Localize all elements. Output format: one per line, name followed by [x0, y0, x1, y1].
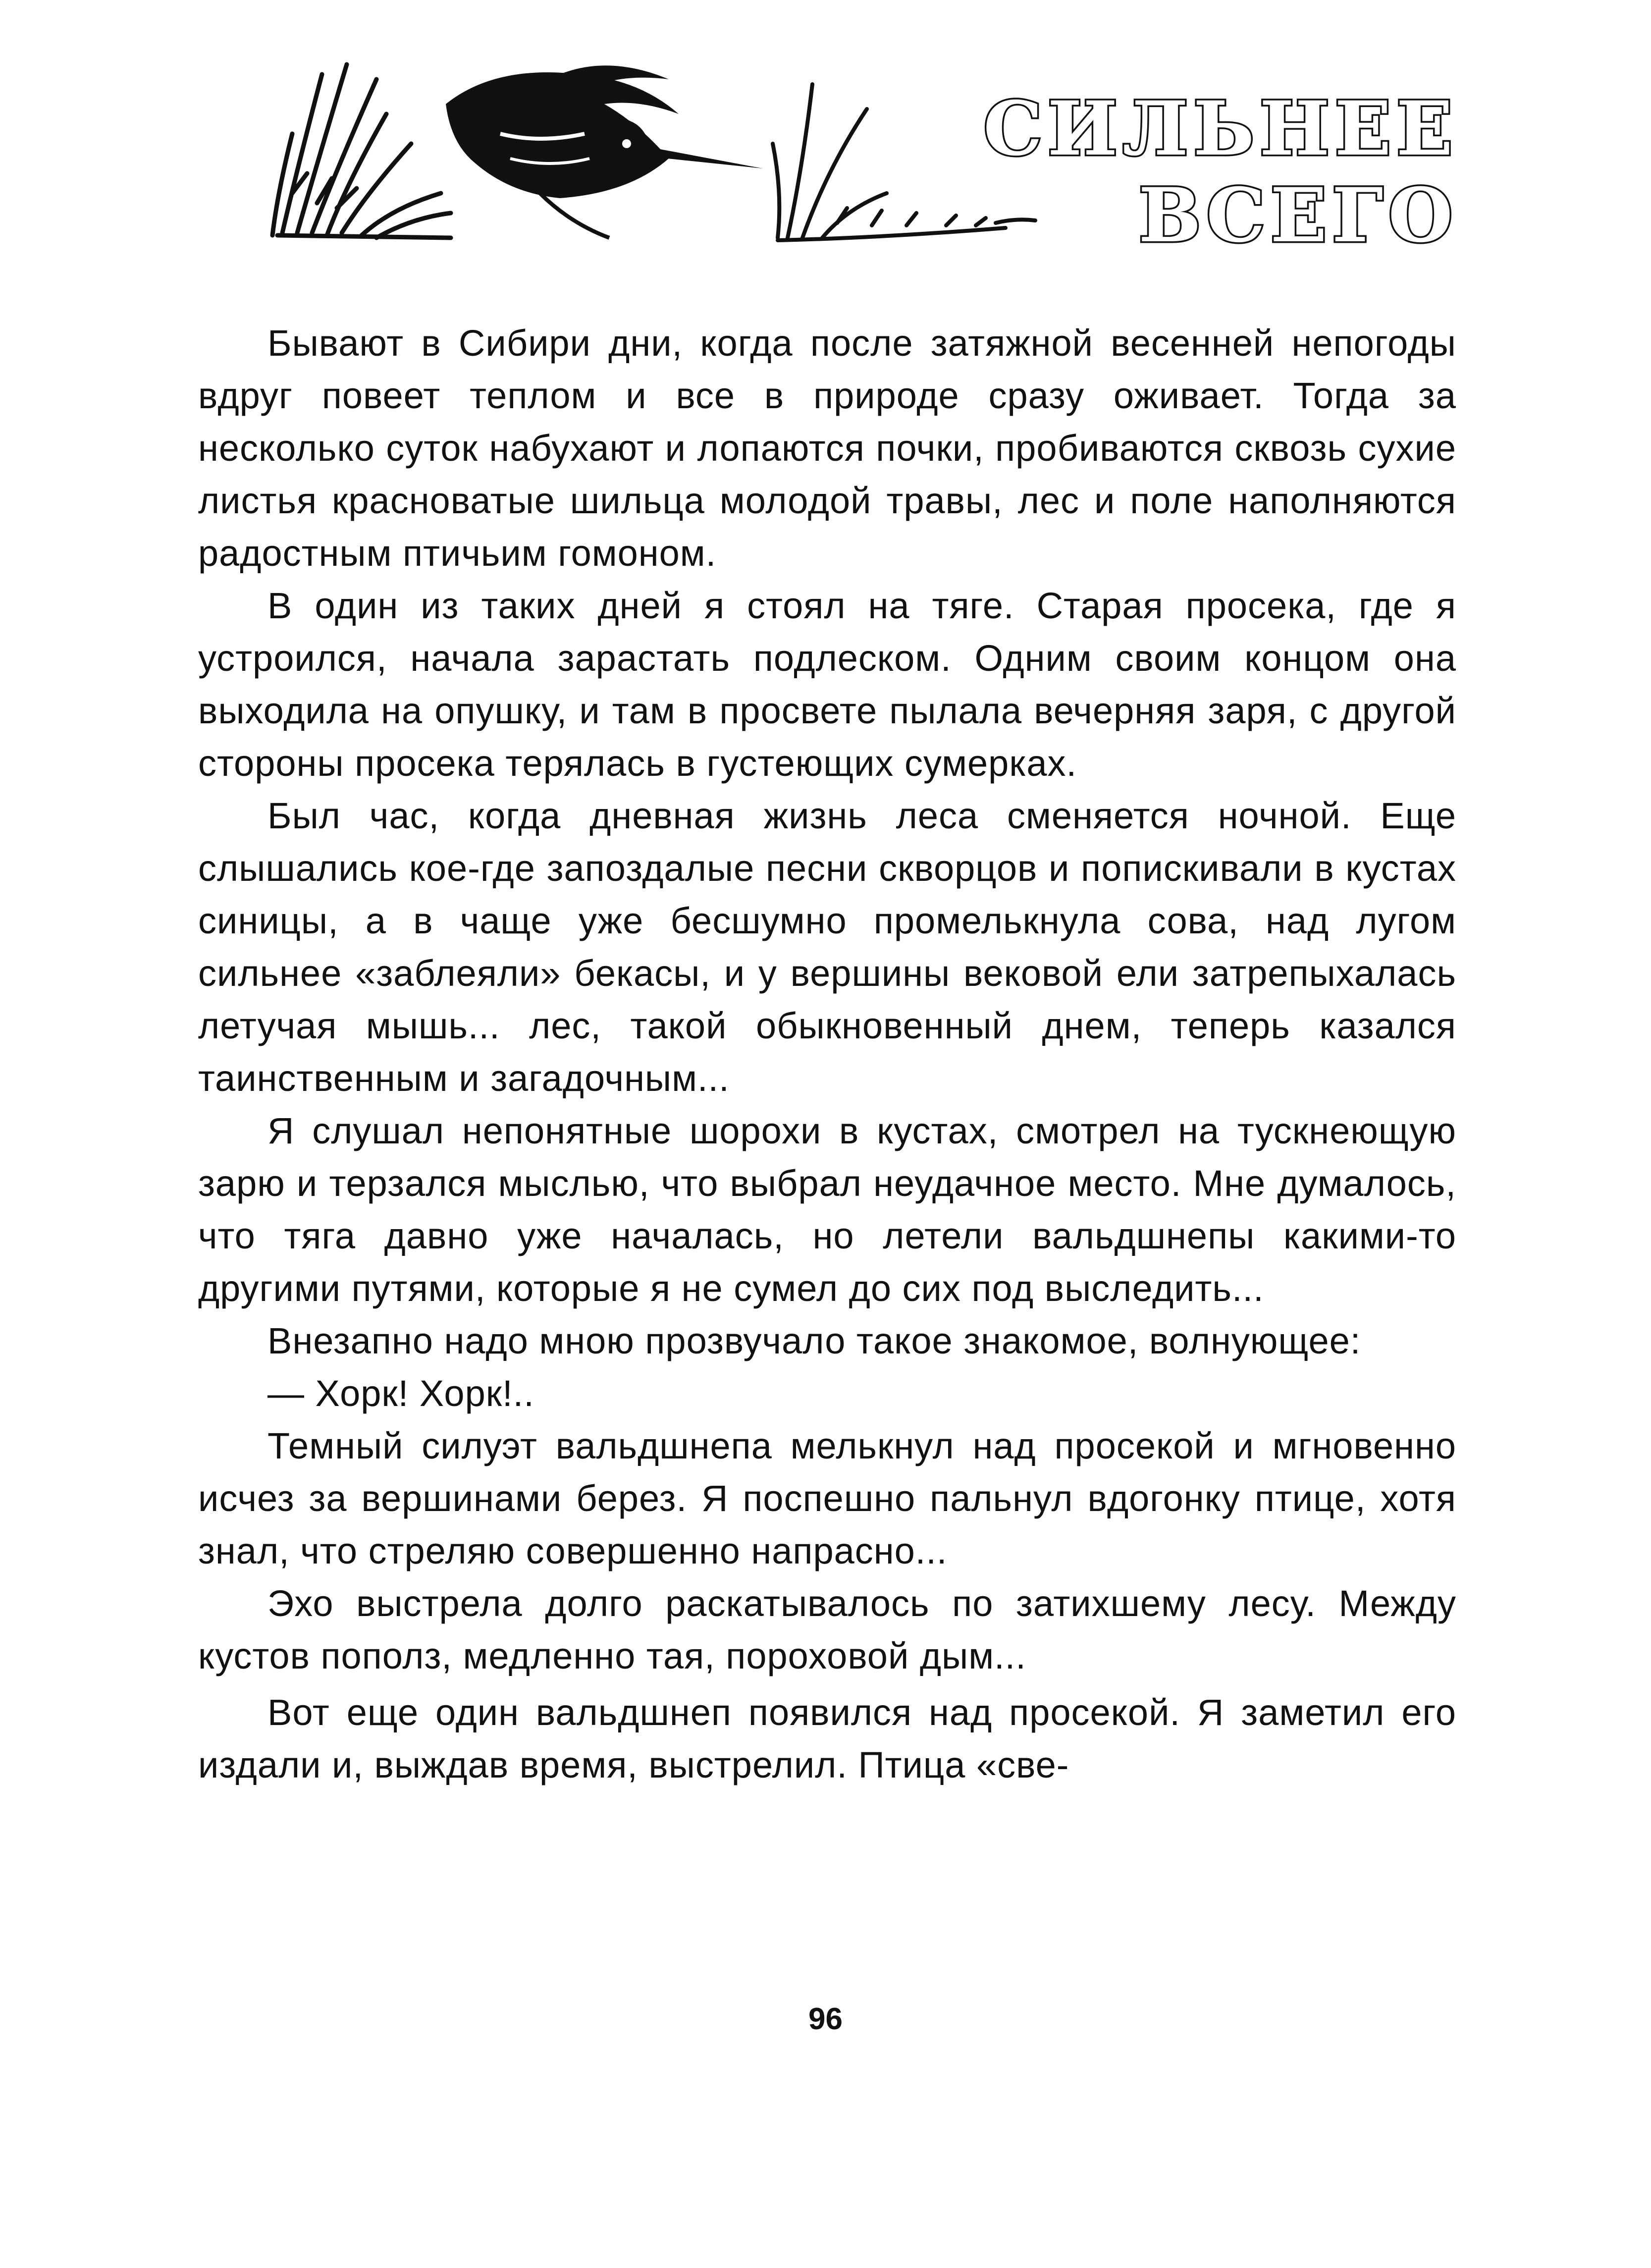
chapter-title-line1: СИЛЬНЕЕ [983, 85, 1458, 172]
paragraph: Эхо выстрела долго раскатывалось по затихшему лесу. Между кустов пополз, медленно тая, пороховой дым... [198, 1583, 1456, 1676]
chapter-title [972, 87, 1458, 258]
paragraph: Внезапно надо мною прозвучало такое знакомое, волнующее: [267, 1320, 1361, 1361]
chapter-body [198, 317, 1456, 1791]
paragraph: Я слушал непонятные шорохи в кустах, смотрел на тускнеющую зарю и терзался мыслью, что выбрал неудачное место. Мне думалось, что тяга давно уже началась, но летели вальдшнепы какими-то другими путями, которые я не сумел до сих под выследить... [198, 1110, 1456, 1309]
chapter-title-line2: ВСЕГО [1138, 172, 1458, 259]
reeds-left-drawing [272, 64, 451, 238]
page-number: 96 [808, 2002, 843, 2036]
woodcock-bird-drawing [446, 65, 763, 238]
paragraph: Темный силуэт вальдшнепа мелькнул над просекой и мгновенно исчез за вершинами берез. Я поспешно пальнул вдогонку птице, хотя знал, что стреляю совершенно напрасно... [198, 1425, 1456, 1571]
paragraph: Был час, когда дневная жизнь леса сменяется ночной. Еще слышались кое-где запоздалые песни скворцов и попискивали в кустах синицы, а в чаще уже бесшумно промелькнула сова, над лугом сильнее «заблеяли» бекасы, и у вершины вековой ели затрепыхалась летучая мышь... лес, такой обыкновенный днем, теперь казался таинственным и загадочным... [198, 795, 1456, 1099]
paragraph: Вот еще один вальдшнеп появился над просекой. Я заметил его издали и, выждав время, выстрелил. Птица «све- [198, 1692, 1456, 1785]
paragraph: Бывают в Сибири дни, когда после затяжной весенней непогоды вдруг повеет теплом и все в природе сразу оживает. Тогда за несколько суток набухают и лопаются почки, пробиваются сквозь сухие листья красноватые шильца молодой травы, лес и поле наполняются радостным птичьим гомоном. [198, 323, 1456, 574]
paragraph: В один из таких дней я стоял на тяге. Старая просека, где я устроился, начала зарастать подлеском. Одним своим концом она выходила на опушку, и там в просвете пылала вечерняя заря, с другой стороны просека терялась в густеющих сумерках. [198, 585, 1456, 784]
dialogue-line: — Хорк! Хорк!.. [267, 1373, 534, 1414]
